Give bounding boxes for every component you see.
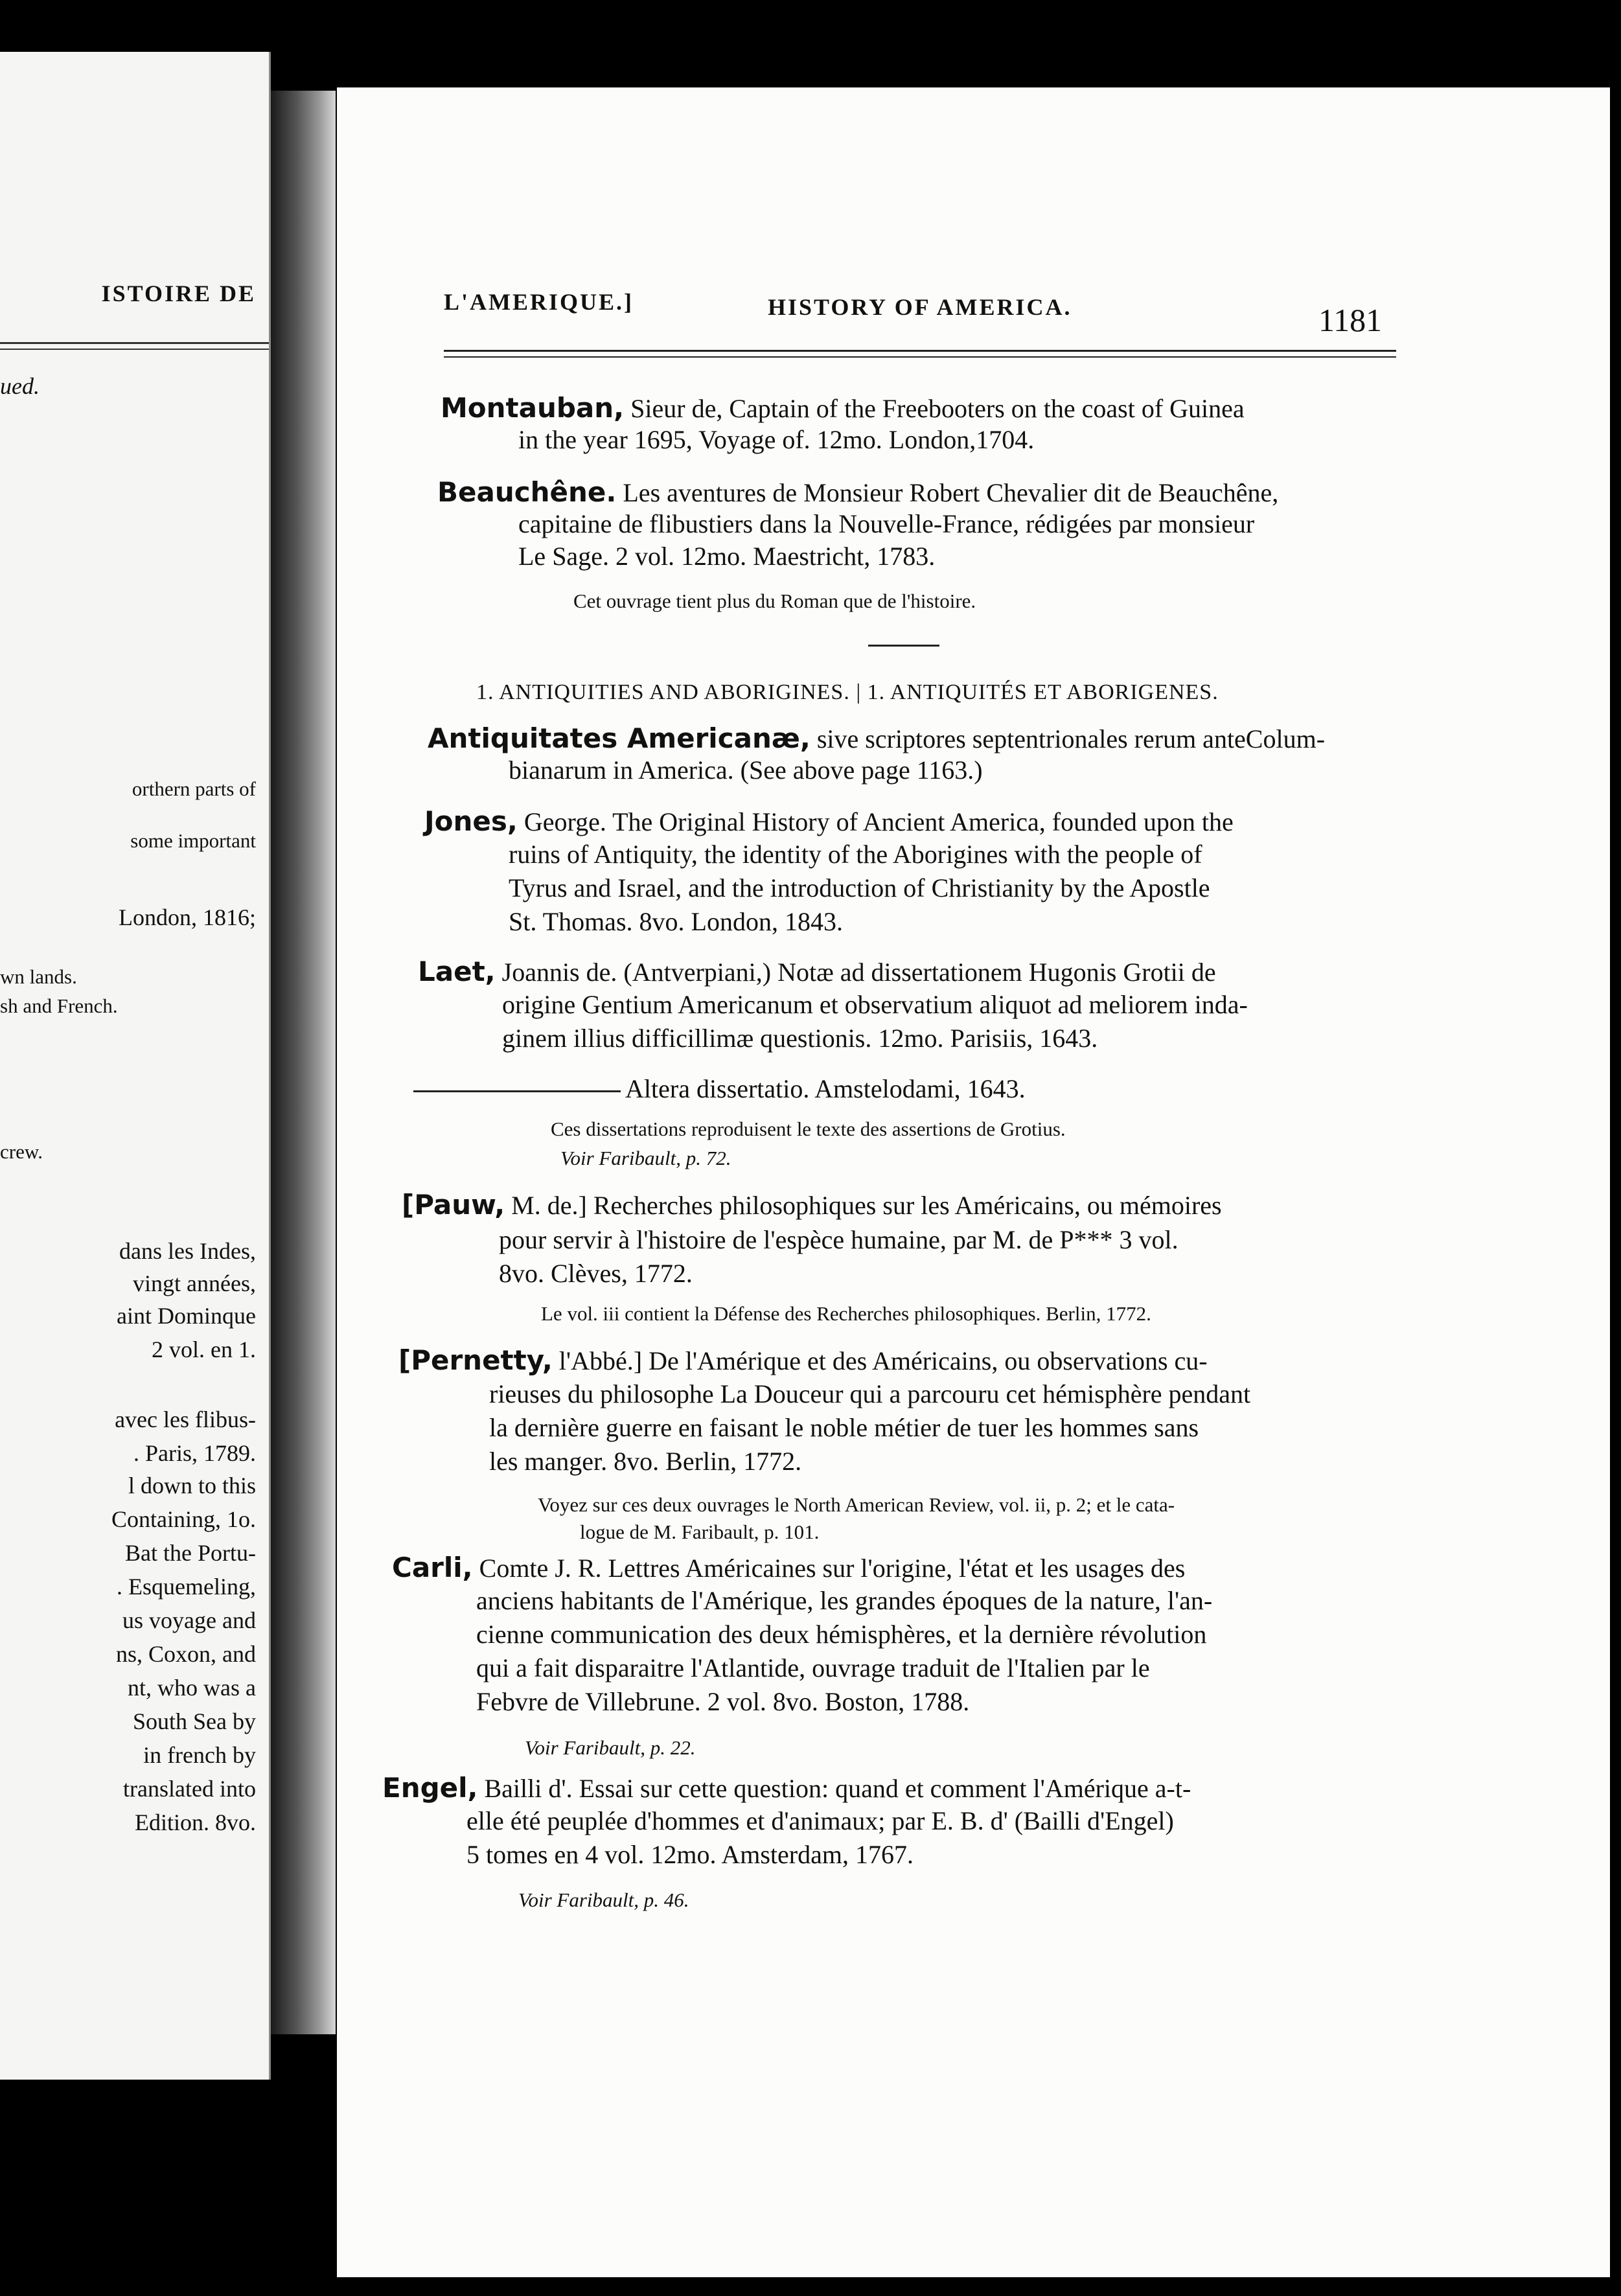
right-page: [337, 87, 1610, 2277]
left-page-rule: [0, 342, 269, 344]
left-line: wn lands.: [0, 965, 77, 988]
entry-heading: Montauban,: [441, 392, 625, 424]
entry-line: Tyrus and Israel, and the introduction of Christianity by the Apostle: [509, 873, 1210, 902]
book-gutter: [271, 91, 336, 2034]
entry-note: Le vol. iii contient la Défense des Recherches philosophiques. Berlin, 1772.: [541, 1302, 1151, 1325]
entry-line: 5 tomes en 4 vol. 12mo. Amsterdam, 1767.: [466, 1840, 914, 1869]
left-line: nt, who was a: [128, 1675, 256, 1701]
entry-line: Laet, Joannis de. (Antverpiani,) Notæ ad dissertationem Hugonis Grotii de: [418, 956, 1216, 987]
left-line: translated into: [123, 1776, 256, 1802]
left-line: in french by: [143, 1742, 256, 1768]
entry-line: Engel, Bailli d'. Essai sur cette question: quand et comment l'Amérique a-t-: [382, 1772, 1191, 1804]
left-line: l down to this: [128, 1473, 256, 1498]
entry-heading: Engel,: [382, 1772, 478, 1804]
left-line: orthern parts of: [132, 777, 256, 800]
entry-line: qui a fait disparaitre l'Atlantide, ouvrage traduit de l'Italien par le: [476, 1653, 1150, 1682]
entry-line: ruins of Antiquity, the identity of the Aborigines with the people of: [509, 840, 1202, 869]
entry-heading: Antiquitates Americanæ,: [428, 722, 810, 754]
entry-note: Voir Faribault, p. 46.: [518, 1888, 689, 1911]
left-line: us voyage and: [122, 1607, 256, 1633]
entry-line: Altera dissertatio. Amstelodami, 1643.: [625, 1074, 1026, 1103]
entry-line: [Pernetty, l'Abbé.] De l'Amérique et des Américains, ou observations cu-: [398, 1344, 1208, 1376]
entry-heading: Carli,: [392, 1552, 473, 1583]
left-line: . Esquemeling,: [117, 1574, 256, 1600]
entry-note: Voir Faribault, p. 72.: [560, 1147, 731, 1169]
left-line: some important: [130, 829, 256, 852]
entry-line: Le Sage. 2 vol. 12mo. Maestricht, 1783.: [518, 542, 936, 571]
entry-line: [Pauw, M. de.] Recherches philosophiques sur les Américains, ou mémoires: [402, 1189, 1222, 1221]
entry-line: anciens habitants de l'Amérique, les grandes époques de la nature, l'an-: [476, 1586, 1213, 1615]
page-number: 1181: [1318, 302, 1383, 338]
entry-note: Ces dissertations reproduisent le texte des assertions de Grotius.: [551, 1118, 1066, 1140]
entry-line: les manger. 8vo. Berlin, 1772.: [489, 1447, 802, 1476]
section-heading: 1. ANTIQUITIES AND ABORIGINES. | 1. ANTIQUITÉS ET ABORIGENES.: [476, 680, 1219, 704]
entry-line: origine Gentium Americanum et observatium aliquot ad meliorem inda-: [502, 990, 1248, 1019]
entry-line: rieuses du philosophe La Douceur qui a parcouru cet hémisphère pendant: [489, 1379, 1251, 1408]
left-page: [0, 52, 271, 2080]
entry-heading: Beauchêne.: [437, 476, 617, 508]
entry-line: Montauban, Sieur de, Captain of the Freebooters on the coast of Guinea: [441, 392, 1245, 424]
left-line: aint Dominque: [117, 1303, 256, 1329]
entry-line: in the year 1695, Voyage of. 12mo. London,1704.: [518, 425, 1035, 454]
entry-note: logue de M. Faribault, p. 101.: [580, 1521, 820, 1543]
left-line: ued.: [0, 373, 40, 399]
left-line: . Paris, 1789.: [133, 1440, 256, 1466]
left-line: sh and French.: [0, 994, 118, 1017]
left-line: South Sea by: [132, 1708, 256, 1734]
entry-line: Carli, Comte J. R. Lettres Américaines sur l'origine, l'état et les usages des: [392, 1552, 1186, 1583]
entry-line: pour servir à l'histoire de l'espèce humaine, par M. de P*** 3 vol.: [499, 1225, 1178, 1254]
left-line: Bat the Portu-: [125, 1540, 256, 1566]
entry-line: St. Thomas. 8vo. London, 1843.: [509, 907, 843, 936]
left-line: avec les flibus-: [115, 1406, 256, 1432]
entry-line: Antiquitates Americanæ, sive scriptores septentrionales rerum anteColum-: [428, 722, 1326, 754]
entry-note: Cet ouvrage tient plus du Roman que de l'histoire.: [573, 590, 976, 612]
entry-line: ginem illius difficillimæ questionis. 12mo. Parisiis, 1643.: [502, 1024, 1098, 1053]
section-divider: [868, 645, 939, 647]
left-line: Containing, 1o.: [111, 1506, 256, 1532]
entry-note: Voyez sur ces deux ouvrages le North American Review, vol. ii, p. 2; et le cata-: [538, 1493, 1175, 1516]
entry-heading: [Pauw,: [402, 1189, 505, 1221]
entry-line: elle été peuplée d'hommes et d'animaux; par E. B. d' (Bailli d'Engel): [466, 1806, 1174, 1835]
entry-line: 8vo. Clèves, 1772.: [499, 1259, 693, 1288]
running-head-title: HISTORY OF AMERICA.: [768, 294, 1072, 320]
entry-heading: [Pernetty,: [398, 1344, 553, 1376]
left-line: 2 vol. en 1.: [152, 1337, 256, 1362]
entry-line: cienne communication des deux hémisphères, et la dernière révolution: [476, 1620, 1207, 1649]
left-page-rule-2: [0, 349, 269, 350]
running-head-left: L'AMERIQUE.]: [444, 289, 634, 315]
entry-line: la dernière guerre en faisant le noble métier de tuer les hommes sans: [489, 1413, 1199, 1442]
entry-heading: Jones,: [424, 805, 518, 837]
left-line: ns, Coxon, and: [116, 1641, 256, 1667]
left-line: dans les Indes,: [119, 1238, 256, 1264]
left-line: crew.: [0, 1140, 43, 1163]
left-line: Edition. 8vo.: [135, 1809, 256, 1835]
entry-line: Febvre de Villebrune. 2 vol. 8vo. Boston, 1788.: [476, 1687, 970, 1716]
ditto-rule: [413, 1090, 621, 1092]
left-line: London, 1816;: [119, 904, 256, 930]
left-page-header: ISTOIRE DE: [101, 281, 256, 306]
entry-note: Voir Faribault, p. 22.: [525, 1736, 696, 1759]
entry-line: Beauchêne. Les aventures de Monsieur Robert Chevalier dit de Beauchêne,: [437, 476, 1279, 508]
entry-line: bianarum in America. (See above page 1163.): [509, 755, 983, 785]
left-line: vingt années,: [133, 1270, 256, 1296]
entry-line: Jones, George. The Original History of Ancient America, founded upon the: [424, 805, 1234, 837]
entry-heading: Laet,: [418, 956, 496, 987]
entry-line: capitaine de flibustiers dans la Nouvelle-France, rédigées par monsieur: [518, 509, 1255, 538]
header-rule: [444, 350, 1396, 352]
header-rule-2: [444, 356, 1396, 358]
